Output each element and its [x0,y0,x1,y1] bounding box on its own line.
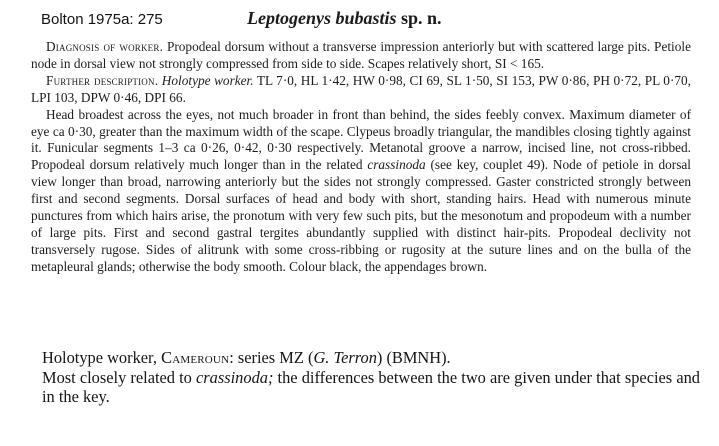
further-description-paragraph [31,73,691,107]
type-material-section [42,348,700,407]
diagnosis-heading: Diagnosis of worker. [46,39,164,54]
citation: Bolton 1975a: 275 [41,11,163,28]
type-material-series: : series MZ ( [229,348,314,367]
morphology-text-2: (see key, couplet 49). Node of petiole in dorsal view longer than broad, narrowing anteriorly but the sides not strongly compressed. Gaster constricted strongly between first and second segments. Dorsal surfaces of head and body with short, standing hairs. Head with numerous minute punctures from which hairs arise, the pronotum with very few such pits, but the mesonotum and propodeum with a number of large pits. First and second gastral tergites abundantly supplied with distinct hair-pits. Propodeal declivity not transversely rugose. Sides of alitrunk with some cross-ribbing or rugosity at the suture lines and on the bulla of the metapleural glands; otherwise the body smooth. Colour black, the appendages brown. [31,157,691,274]
type-material-prefix: Holotype worker, [42,348,162,367]
morphology-text-1: Head broadest across the eyes, not much broader in front than behind, the sides feebly convex. Maximum diameter of eye ca 0·30, greater than the maximum width of the scape. Clypeus broadly triangular, the mandibles closing tightly against it. Funicular segments 1–3 ca 0·26, 0·42, 0·30 respectively. Metanotal groove a narrow, incised line, not cross-ribbed. Propodeal dorsum relatively much longer than in the related [31,106,691,173]
diagnosis-paragraph [31,39,691,73]
diagnosis-text: Propodeal dorsum without a transverse impression anteriorly but with scattered large pits. Petiole node in dorsal view not strongly compressed from side to side. Scapes relatively short, SI < 165. [31,39,691,71]
collector-name: G. Terron [313,348,377,367]
taxon-name: Leptogenys bubastis [247,8,397,28]
type-locality-country: Cameroun [161,348,230,367]
type-material-depository: ) (BMNH). [376,348,451,367]
morphology-paragraph [31,107,691,276]
relation-suffix: the differences between the two are given under that species and in the key. [42,367,700,406]
type-material-paragraph [42,348,700,368]
description-body [31,39,691,276]
relation-species: crassinoda; [196,367,274,387]
taxon-title [247,8,442,29]
relation-prefix: Most closely related to [42,367,197,387]
related-species-name: crassinoda [367,157,426,173]
further-description-heading: Further description. [46,72,159,88]
relation-paragraph [42,368,700,407]
header [41,8,701,32]
measurements-text: TL 7·0, HL 1·42, HW 0·98, CI 69, SL 1·50, SI 153, PW 0·86, PH 0·72, PL 0·70, LPI 103, DPW 0·46, DPI 66. [31,72,691,105]
taxon-suffix: sp. n. [401,8,442,28]
holotype-label: Holotype worker. [161,72,254,88]
